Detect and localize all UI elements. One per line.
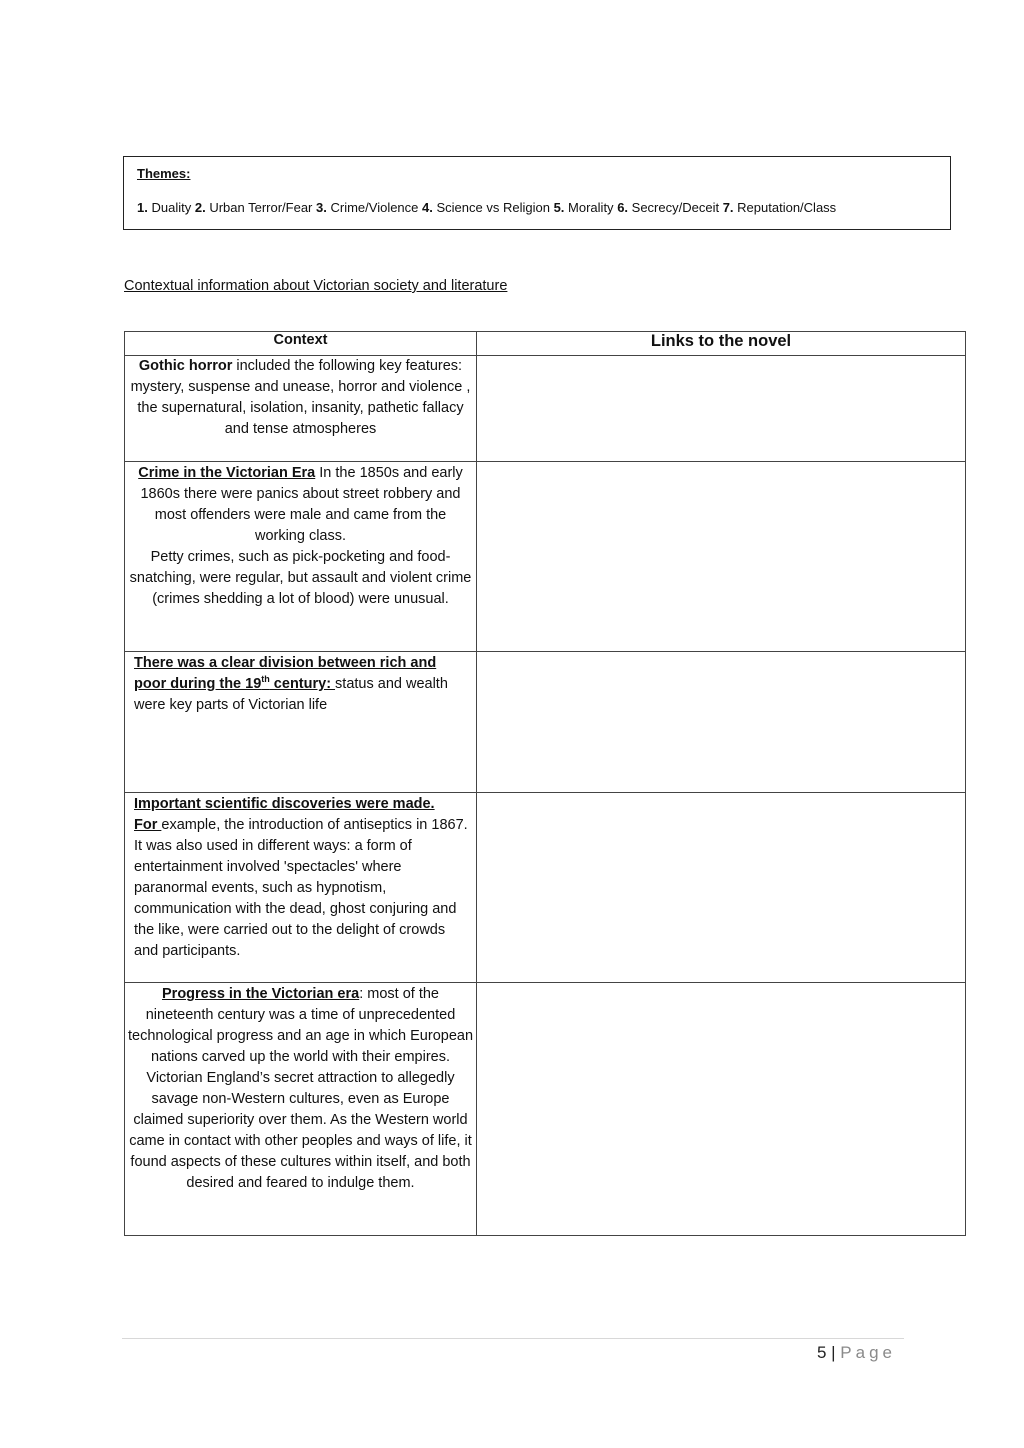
- context-cell: [125, 462, 477, 652]
- context-cell: [125, 356, 477, 462]
- theme-num: 5.: [553, 200, 565, 215]
- page-number: [817, 1343, 896, 1363]
- links-column-header: Links to the novel: [477, 332, 966, 356]
- theme-label: Morality: [568, 200, 614, 215]
- theme-label: Urban Terror/Fear: [209, 200, 313, 215]
- themes-list: [137, 200, 836, 215]
- context-column-header: Context: [125, 332, 477, 356]
- table-row: [125, 356, 966, 462]
- table-row: [125, 793, 966, 983]
- theme-num: 2.: [194, 200, 206, 215]
- context-lead: Crime in the Victorian Era: [138, 465, 316, 481]
- context-table: [124, 331, 966, 1236]
- context-lead: Progress in the Victorian era: [162, 986, 360, 1002]
- theme-num: 3.: [316, 200, 327, 215]
- context-lead: Important scientific discoveries were made.: [134, 796, 435, 812]
- context-text: status and wealth were key parts of Victorian life: [134, 676, 448, 713]
- page-separator: |: [831, 1343, 836, 1362]
- theme-label: Science vs Religion: [436, 200, 550, 215]
- context-text: included the following key features: mystery, suspense and unease, horror and violence , the supernatural, isolation, insanity, pathetic fallacy and tense atmospheres: [130, 358, 471, 437]
- theme-num: 6.: [617, 200, 629, 215]
- links-cell[interactable]: [477, 983, 966, 1236]
- links-cell[interactable]: [477, 462, 966, 652]
- table-row: [125, 462, 966, 652]
- context-lead-2: For: [134, 817, 162, 833]
- context-text: In the 1850s and early 1860s there were panics about street robbery and most offenders were male and came from the working class.: [140, 465, 463, 544]
- theme-num: 4.: [422, 200, 433, 215]
- themes-box: [123, 156, 951, 230]
- table-header-row: [125, 332, 966, 356]
- context-lead: Gothic horror: [138, 358, 233, 374]
- theme-num: 1.: [137, 200, 148, 215]
- context-text: : most of the nineteenth century was a time of unprecedented technological progress and an age in which European nations carved up the world with their empires. Victorian England’s secret attraction to allegedly savage non-Western cultures, even as Europe claimed superiority over them. As the Western world came in contact with other peoples and ways of life, it found aspects of these cultures within itself, and both desired and feared to indulge them.: [128, 986, 474, 1191]
- theme-label: Reputation/Class: [737, 200, 837, 215]
- context-cell: [125, 652, 477, 793]
- context-cell: [125, 793, 477, 983]
- links-cell[interactable]: [477, 356, 966, 462]
- theme-label: Secrecy/Deceit: [631, 200, 720, 215]
- footer-divider: [122, 1338, 904, 1339]
- theme-label: Duality: [151, 200, 192, 215]
- links-cell[interactable]: [477, 652, 966, 793]
- context-text-2: Petty crimes, such as pick-pocketing and food-snatching, were regular, but assault and violent crime (crimes shedding a lot of blood) were unusual.: [129, 549, 472, 607]
- page-number-value: 5: [816, 1343, 827, 1362]
- context-cell: [125, 983, 477, 1236]
- context-heading: Contextual information about Victorian society and literature: [124, 278, 508, 294]
- themes-title: Themes:: [137, 166, 191, 181]
- theme-label: Crime/Violence: [330, 200, 419, 215]
- theme-num: 7.: [722, 200, 734, 215]
- links-cell[interactable]: [477, 793, 966, 983]
- table-row: [125, 983, 966, 1236]
- table-row: [125, 652, 966, 793]
- context-lead: There was a clear division between rich and poor during the 19th century:: [134, 655, 437, 692]
- context-text: example, the introduction of antiseptics in 1867. It was also used in different ways: a form of entertainment involved 'spectacles' where paranormal events, such as hypnotism, communication with the dead, ghost conjuring and the like, were carried out to the delight of crowds and participants.: [134, 817, 468, 959]
- page-word: Page: [840, 1343, 896, 1362]
